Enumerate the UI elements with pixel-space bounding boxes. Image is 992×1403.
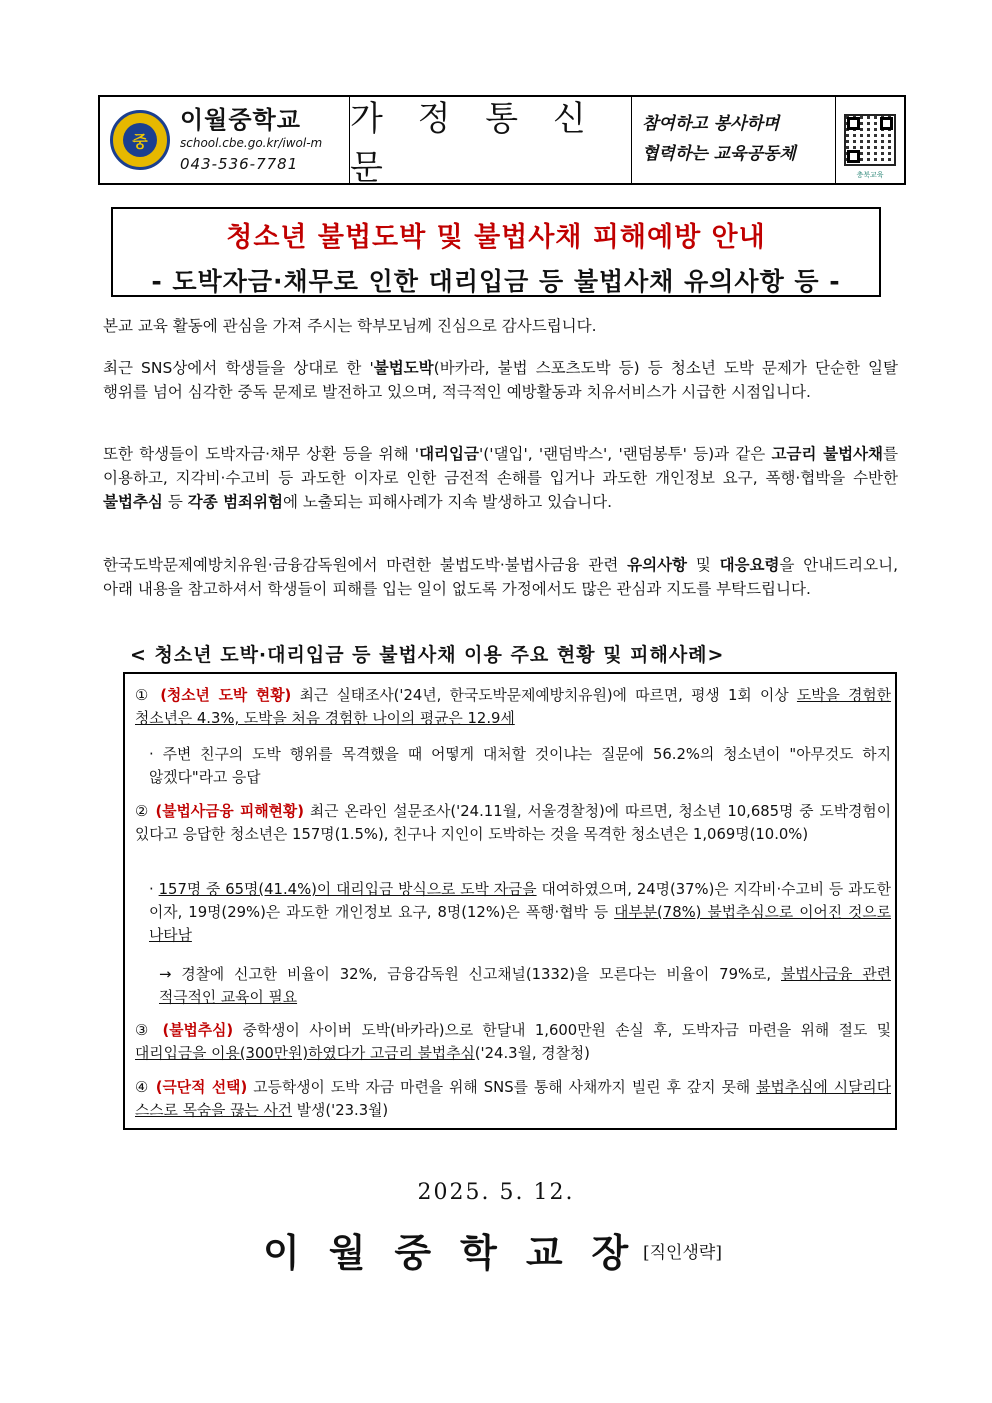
paragraph-gambling: 최근 SNS상에서 학생들을 상대로 한 '불법도박(바카라, 불법 스포츠도박 등) 등 청소년 도박 문제가 단순한 일탈 행위를 넘어 심각한 중독 문제로 발전하고 있으며, 적극적인 예방활동과 치유서비스가 시급한 시점입니다.: [103, 359, 898, 401]
school-name: 이월중학교: [180, 106, 301, 135]
case-2: ② (불법사금융 피해현황) 최근 온라인 설문조사('24.11월, 서울경찰청)에 따르면, 청소년 10,685명 중 도박경험이 있다고 응답한 청소년은 157명(1.5%), 친구나 지인이 도박하는 것을 목격한 청소년은 1,069명(10.0%): [135, 803, 891, 843]
section-title: < 청소년 도박·대리입금 등 불법사채 이용 주요 현황 및 피해사례>: [130, 644, 725, 666]
qr-label: 충북교육: [856, 171, 884, 179]
qr-code-icon[interactable]: [844, 114, 896, 166]
school-url[interactable]: school.cbe.go.kr/iwol-m: [180, 135, 323, 150]
paragraph-loan: 또한 학생들이 도박자금·채무 상환 등을 위해 '대리입금'('댈입', '랜덤박스', '랜덤봉투' 등)과 같은 고금리 불법사채를 이용하고, 지각비·수고비 등 과도한 이자로 인한 금전적 손해를 입거나 과도한 개인정보 요구, 폭행·협박을 수반한 불법추심 등 각종 범죄위험에 노출되는 피해사례가 지속 발생하고 있습니다.: [103, 445, 898, 511]
case-3: ③ (불법추심) 중학생이 사이버 도박(바카라)으로 한달내 1,600만원 손실 후, 도박자금 마련을 위해 절도 및 대리입금을 이용(300만원)하였다가 고금리 불법추심('24.3월, 경찰청): [135, 1022, 891, 1062]
case-1: ① (청소년 도박 현황) 최근 실태조사('24년, 한국도박문제예방치유원)에 따르면, 평생 1회 이상 도박을 경험한 청소년은 4.3%, 도박을 처음 경험한 나이의 평균은 12.9세: [135, 687, 892, 727]
slogan-cell: [632, 97, 836, 183]
school-info-cell: [100, 97, 350, 183]
qr-cell: [836, 97, 904, 183]
seal-omitted-note: [직인생략]: [643, 1243, 722, 1263]
case-2-conclusion: → 경찰에 신고한 비율이 32%, 금융감독원 신고채널(1332)을 모른다는 비율이 79%로, 불법사금융 관련 적극적인 교육이 필요: [159, 966, 891, 1006]
slogan-line-1: 참여하고 봉사하며: [642, 114, 780, 134]
sub-title: - 도박자금·채무로 인한 대리입금 등 불법사채 유의사항 등 -: [151, 267, 841, 296]
main-title: 청소년 불법도박 및 불법사채 피해예방 안내: [226, 222, 766, 253]
slogan-line-2: 협력하는 교육공동체: [642, 144, 796, 164]
header-table: [98, 95, 906, 188]
school-emblem-icon: [110, 110, 170, 170]
newsletter-title: 가 정 통 신 문: [350, 99, 598, 188]
title-box: [111, 207, 881, 297]
case-1-detail: · 주변 친구의 도박 행위를 목격했을 때 어떻게 대처할 것이냐는 질문에 56.2%의 청소년이 "아무것도 하지 않겠다"라고 응답: [149, 746, 891, 786]
newsletter-title-cell: [350, 97, 632, 188]
case-4: ④ (극단적 선택) 고등학생이 도박 자금 마련을 위해 SNS를 통해 사채까지 빌린 후 갚지 못해 불법추심에 시달리다 스스로 목숨을 끊는 사건 발생('23.3월): [135, 1079, 891, 1119]
emblem-letter: 중: [123, 123, 157, 157]
school-phone: 043-536-7781: [180, 155, 299, 174]
paragraph-greeting: 본교 교육 활동에 관심을 가져 주시는 학부모님께 진심으로 감사드립니다.: [103, 317, 597, 335]
principal-signature: 이월중학교장: [263, 1231, 658, 1275]
issue-date: 2025. 5. 12.: [417, 1180, 575, 1205]
cases-box: [123, 672, 897, 1130]
case-2-detail: · 157명 중 65명(41.4%)이 대리입금 방식으로 도박 자금을 대여하였으며, 24명(37%)은 지각비·수고비 등 과도한 이자, 19명(29%)은 과도한 개인정보 요구, 8명(12%)은 폭행·협박 등 대부분(78%) 불법추심으로 이어진 것으로 나타남: [149, 881, 891, 944]
paragraph-request: 한국도박문제예방치유원·금융감독원에서 마련한 불법도박·불법사금융 관련 유의사항 및 대응요령을 안내드리오니, 아래 내용을 참고하셔서 학생들이 피해를 입는 일이 없도록 가정에서도 많은 관심과 지도를 부탁드립니다.: [103, 556, 899, 598]
